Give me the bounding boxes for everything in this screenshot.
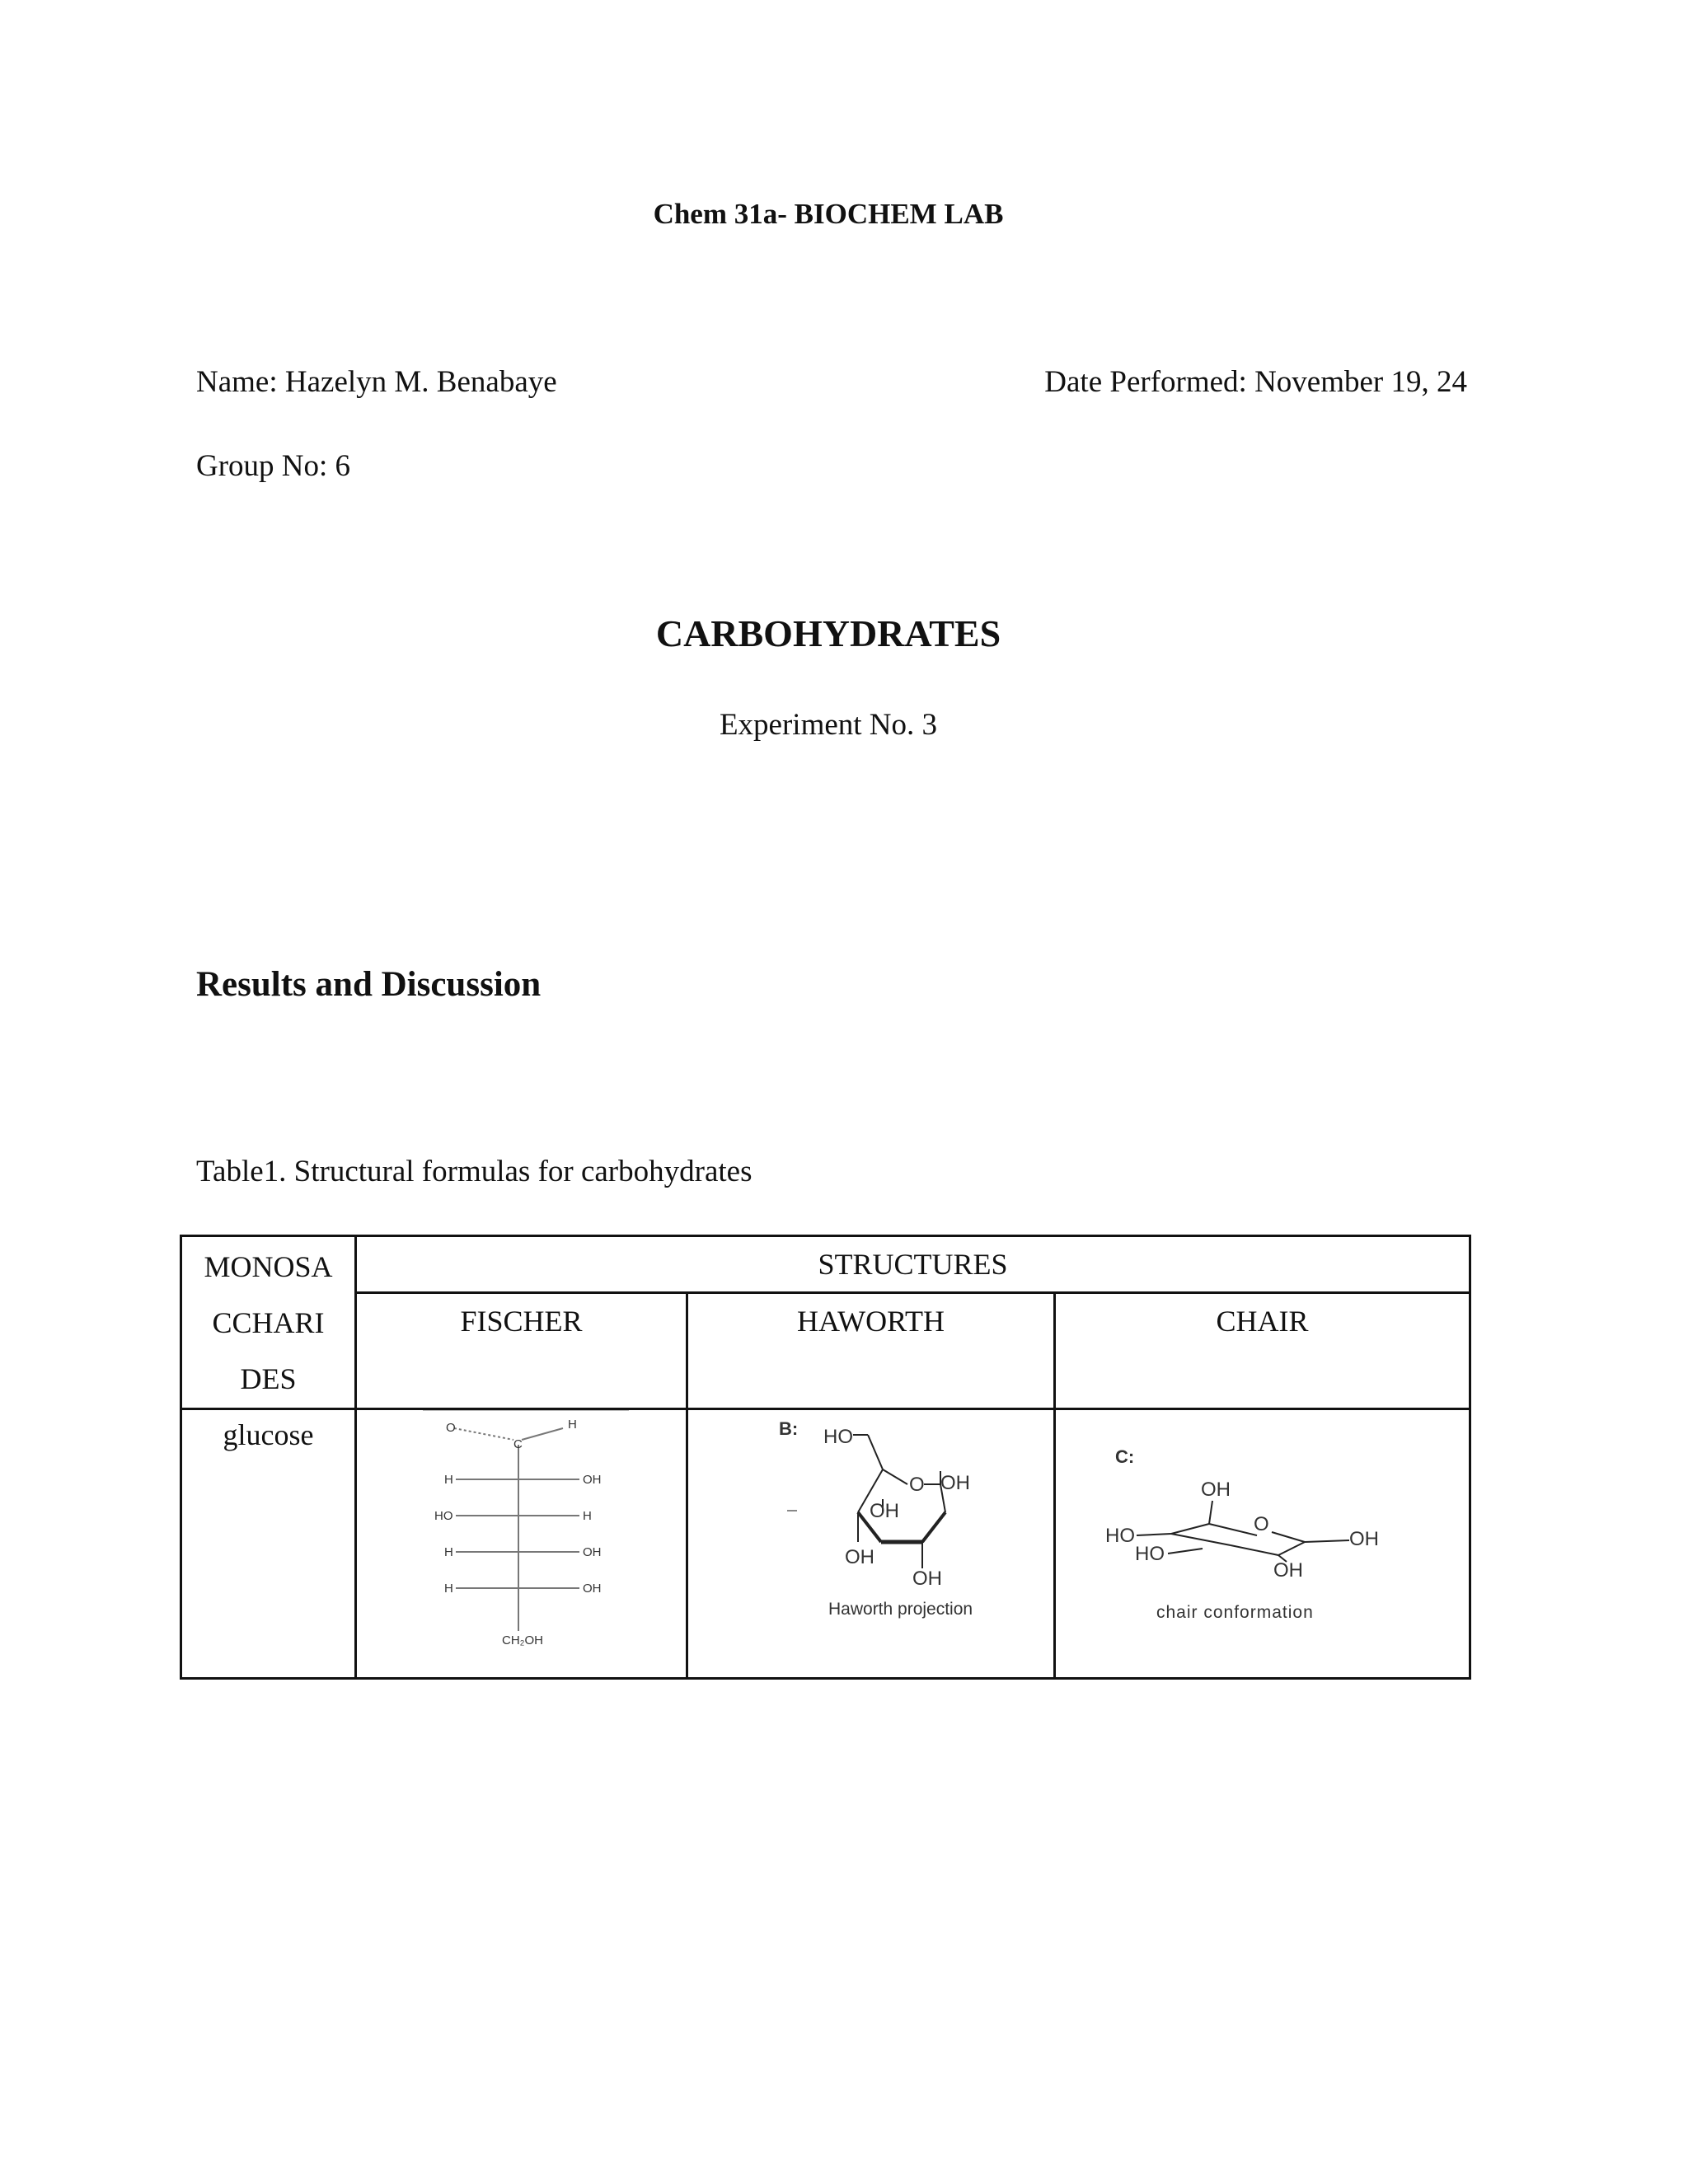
monosaccharides-header xyxy=(181,1236,356,1409)
chair-caption: chair conformation xyxy=(1156,1603,1314,1622)
fischer-label: CH₂OH xyxy=(502,1633,543,1647)
document-title: CARBOHYDRATES xyxy=(655,612,1001,654)
haworth-label: OH xyxy=(870,1500,899,1522)
fischer-label: H xyxy=(444,1473,453,1487)
haworth-cell xyxy=(687,1409,1055,1679)
fischer-label: H xyxy=(583,1509,592,1523)
fischer-projection-image xyxy=(357,1410,687,1677)
fischer-label: O xyxy=(446,1421,456,1435)
fischer-header: FISCHER xyxy=(356,1293,687,1409)
chair-label: OH xyxy=(1273,1559,1303,1582)
structures-header: STRUCTURES xyxy=(356,1236,1470,1293)
header-line: CCHARI xyxy=(212,1306,325,1339)
fischer-cell xyxy=(356,1409,687,1679)
haworth-label: OH xyxy=(940,1472,970,1494)
haworth-label: B: xyxy=(779,1418,799,1439)
experiment-number: Experiment No. 3 xyxy=(719,708,938,742)
fischer-label: H xyxy=(568,1418,577,1432)
fischer-label: OH xyxy=(583,1473,602,1487)
header-line: DES xyxy=(240,1362,297,1395)
haworth-caption: Haworth projection xyxy=(828,1600,973,1619)
chair-label: OH xyxy=(1349,1528,1379,1550)
fischer-label: H xyxy=(444,1545,453,1559)
fischer-label: OH xyxy=(583,1582,602,1596)
ring-oxygen-label: O xyxy=(909,1474,925,1496)
table-row xyxy=(181,1409,1470,1679)
student-name: Name: Hazelyn M. Benabaye xyxy=(196,365,557,399)
course-header: Chem 31a- BIOCHEM LAB xyxy=(653,198,1004,230)
haworth-header: HAWORTH xyxy=(687,1293,1055,1409)
date-performed: Date Performed: November 19, 24 xyxy=(1044,365,1467,399)
chair-label: HO xyxy=(1105,1525,1135,1547)
haworth-label: OH xyxy=(845,1546,874,1568)
haworth-label: OH xyxy=(912,1568,942,1590)
fischer-label: H xyxy=(444,1582,453,1596)
fischer-label: HO xyxy=(434,1509,453,1523)
group-number: Group No: 6 xyxy=(196,449,351,483)
fischer-label: C xyxy=(513,1437,523,1451)
header-line: MONOSA xyxy=(204,1250,333,1283)
chair-cell xyxy=(1055,1409,1470,1679)
structures-table xyxy=(180,1235,1471,1680)
chair-header: CHAIR xyxy=(1055,1293,1470,1409)
chair-label: HO xyxy=(1135,1543,1165,1565)
haworth-projection-image xyxy=(688,1410,1054,1677)
monosaccharide-name: glucose xyxy=(181,1409,356,1679)
fischer-label: OH xyxy=(583,1545,602,1559)
chair-conformation-image xyxy=(1056,1410,1470,1677)
chair-ring-oxygen: O xyxy=(1254,1513,1269,1535)
chair-label: OH xyxy=(1201,1479,1231,1501)
table-caption: Table1. Structural formulas for carbohydrates xyxy=(196,1155,753,1188)
section-heading: Results and Discussion xyxy=(196,965,542,1004)
haworth-label: HO xyxy=(823,1426,853,1448)
chair-label: C: xyxy=(1115,1446,1135,1467)
